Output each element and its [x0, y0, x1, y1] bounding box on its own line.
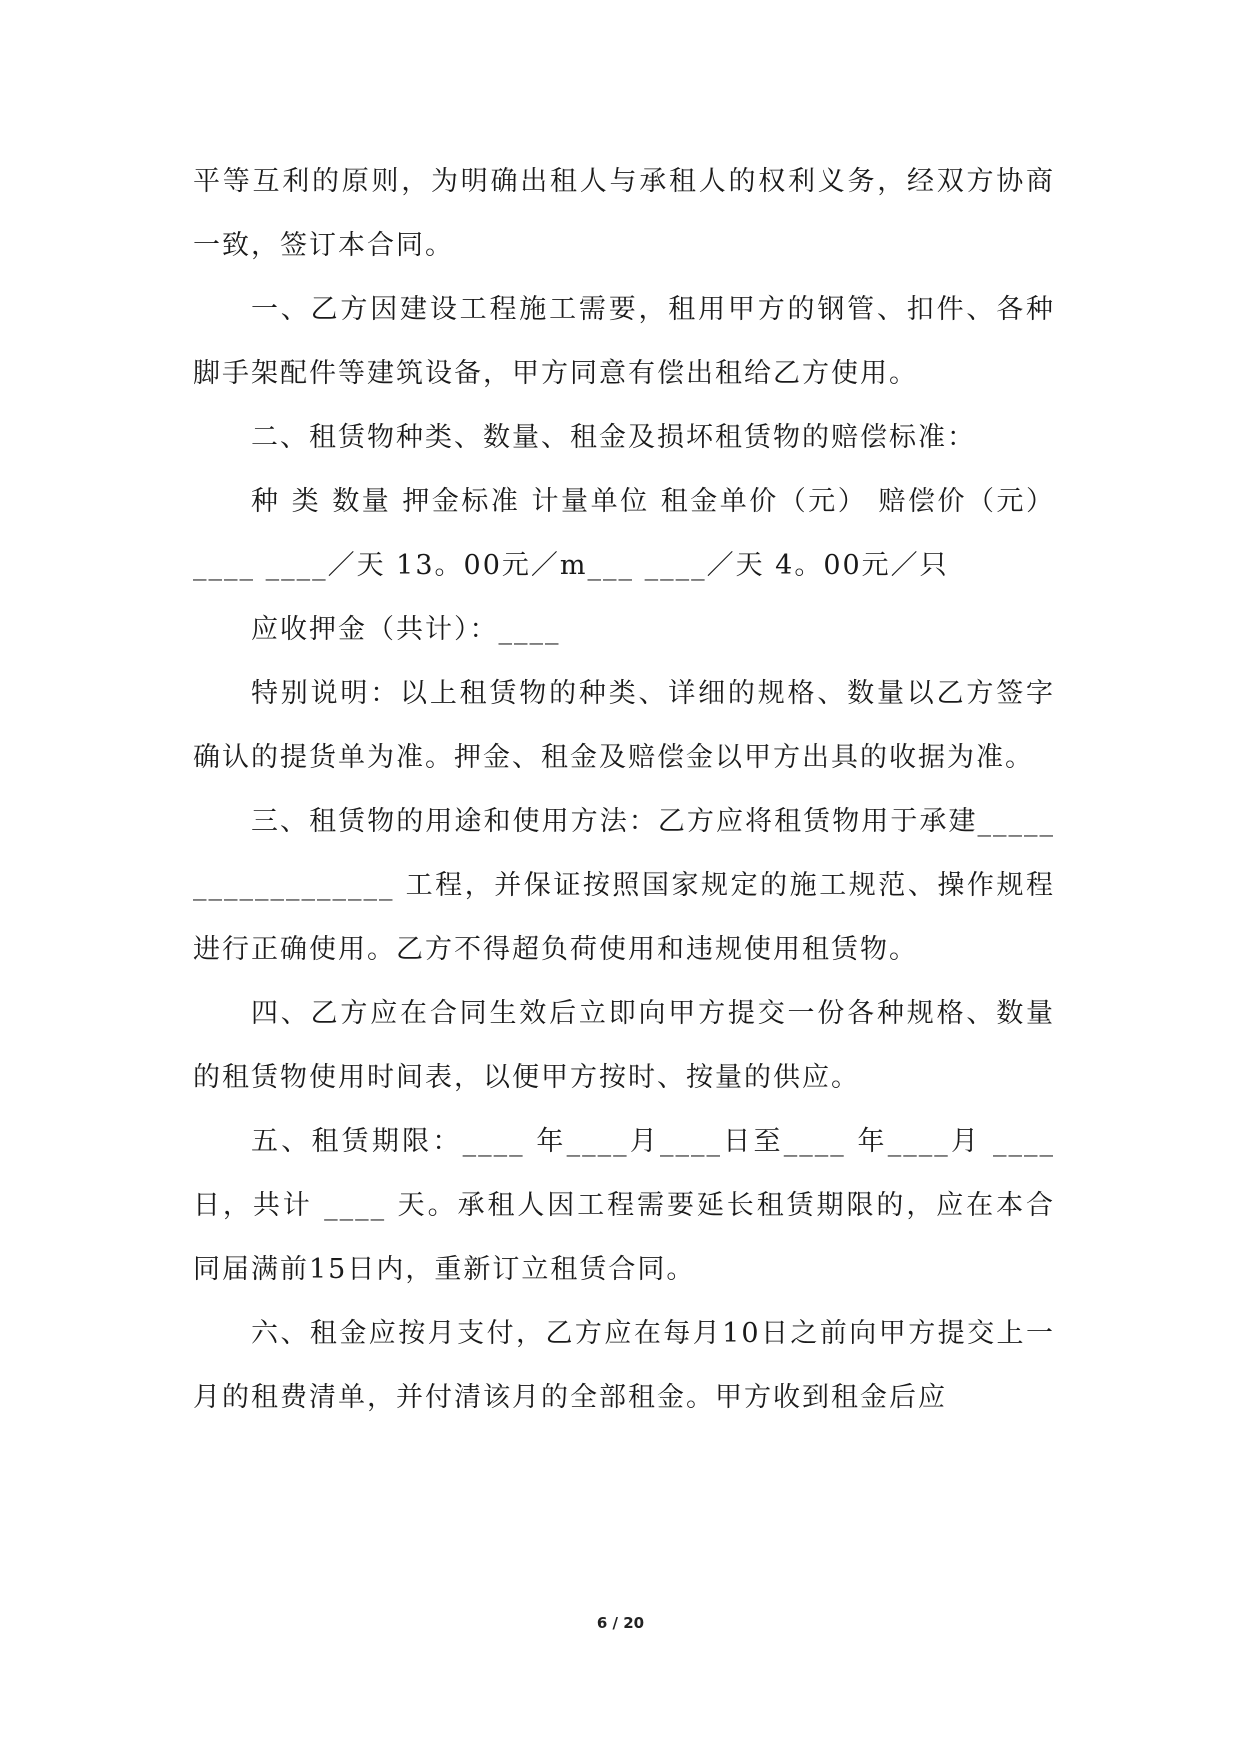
paragraph-rental-table: 种 类 数量 押金标准 计量单位 租金单价（元） 赔偿价（元） ____ ____／天 13。00元／m___ ____／天 4。00元／只	[193, 486, 1055, 581]
paragraph-clause-6: 六、租金应按月支付，乙方应在每月10日之前向甲方提交上一月的租费清单，并付清该月的全部租金。甲方收到租金后应	[193, 1318, 1055, 1413]
paragraph-clause-5: 五、租赁期限：____ 年____月____日至____ 年____月 ____日，共计 ____ 天。承租人因工程需要延长租赁期限的，应在本合同届满前15日内，重新订立租赁合同。	[193, 1126, 1055, 1285]
paragraph-special-note: 特别说明：以上租赁物的种类、详细的规格、数量以乙方签字确认的提货单为准。押金、租金及赔偿金以甲方出具的收据为准。	[193, 678, 1055, 773]
paragraph-clause-4: 四、乙方应在合同生效后立即向甲方提交一份各种规格、数量的租赁物使用时间表，以便甲方按时、按量的供应。	[193, 998, 1055, 1093]
document-body	[193, 150, 1055, 1430]
paragraph-clause-3: 三、租赁物的用途和使用方法：乙方应将租赁物用于承建__________________ 工程，并保证按照国家规定的施工规范、操作规程进行正确使用。乙方不得超负荷使用和违规使用租赁物。	[193, 806, 1055, 965]
paragraph-preamble-continued: 平等互利的原则，为明确出租人与承租人的权利义务，经双方协商一致，签订本合同。	[193, 166, 1055, 261]
paragraph-clause-2-heading: 二、租赁物种类、数量、租金及损坏租赁物的赔偿标准：	[251, 422, 976, 453]
paragraph-deposit-total: 应收押金（共计）：____	[251, 614, 561, 645]
page-number: 6 / 20	[596, 1614, 645, 1632]
paragraph-clause-1: 一、乙方因建设工程施工需要，租用甲方的钢管、扣件、各种脚手架配件等建筑设备，甲方同意有偿出租给乙方使用。	[193, 294, 1055, 389]
